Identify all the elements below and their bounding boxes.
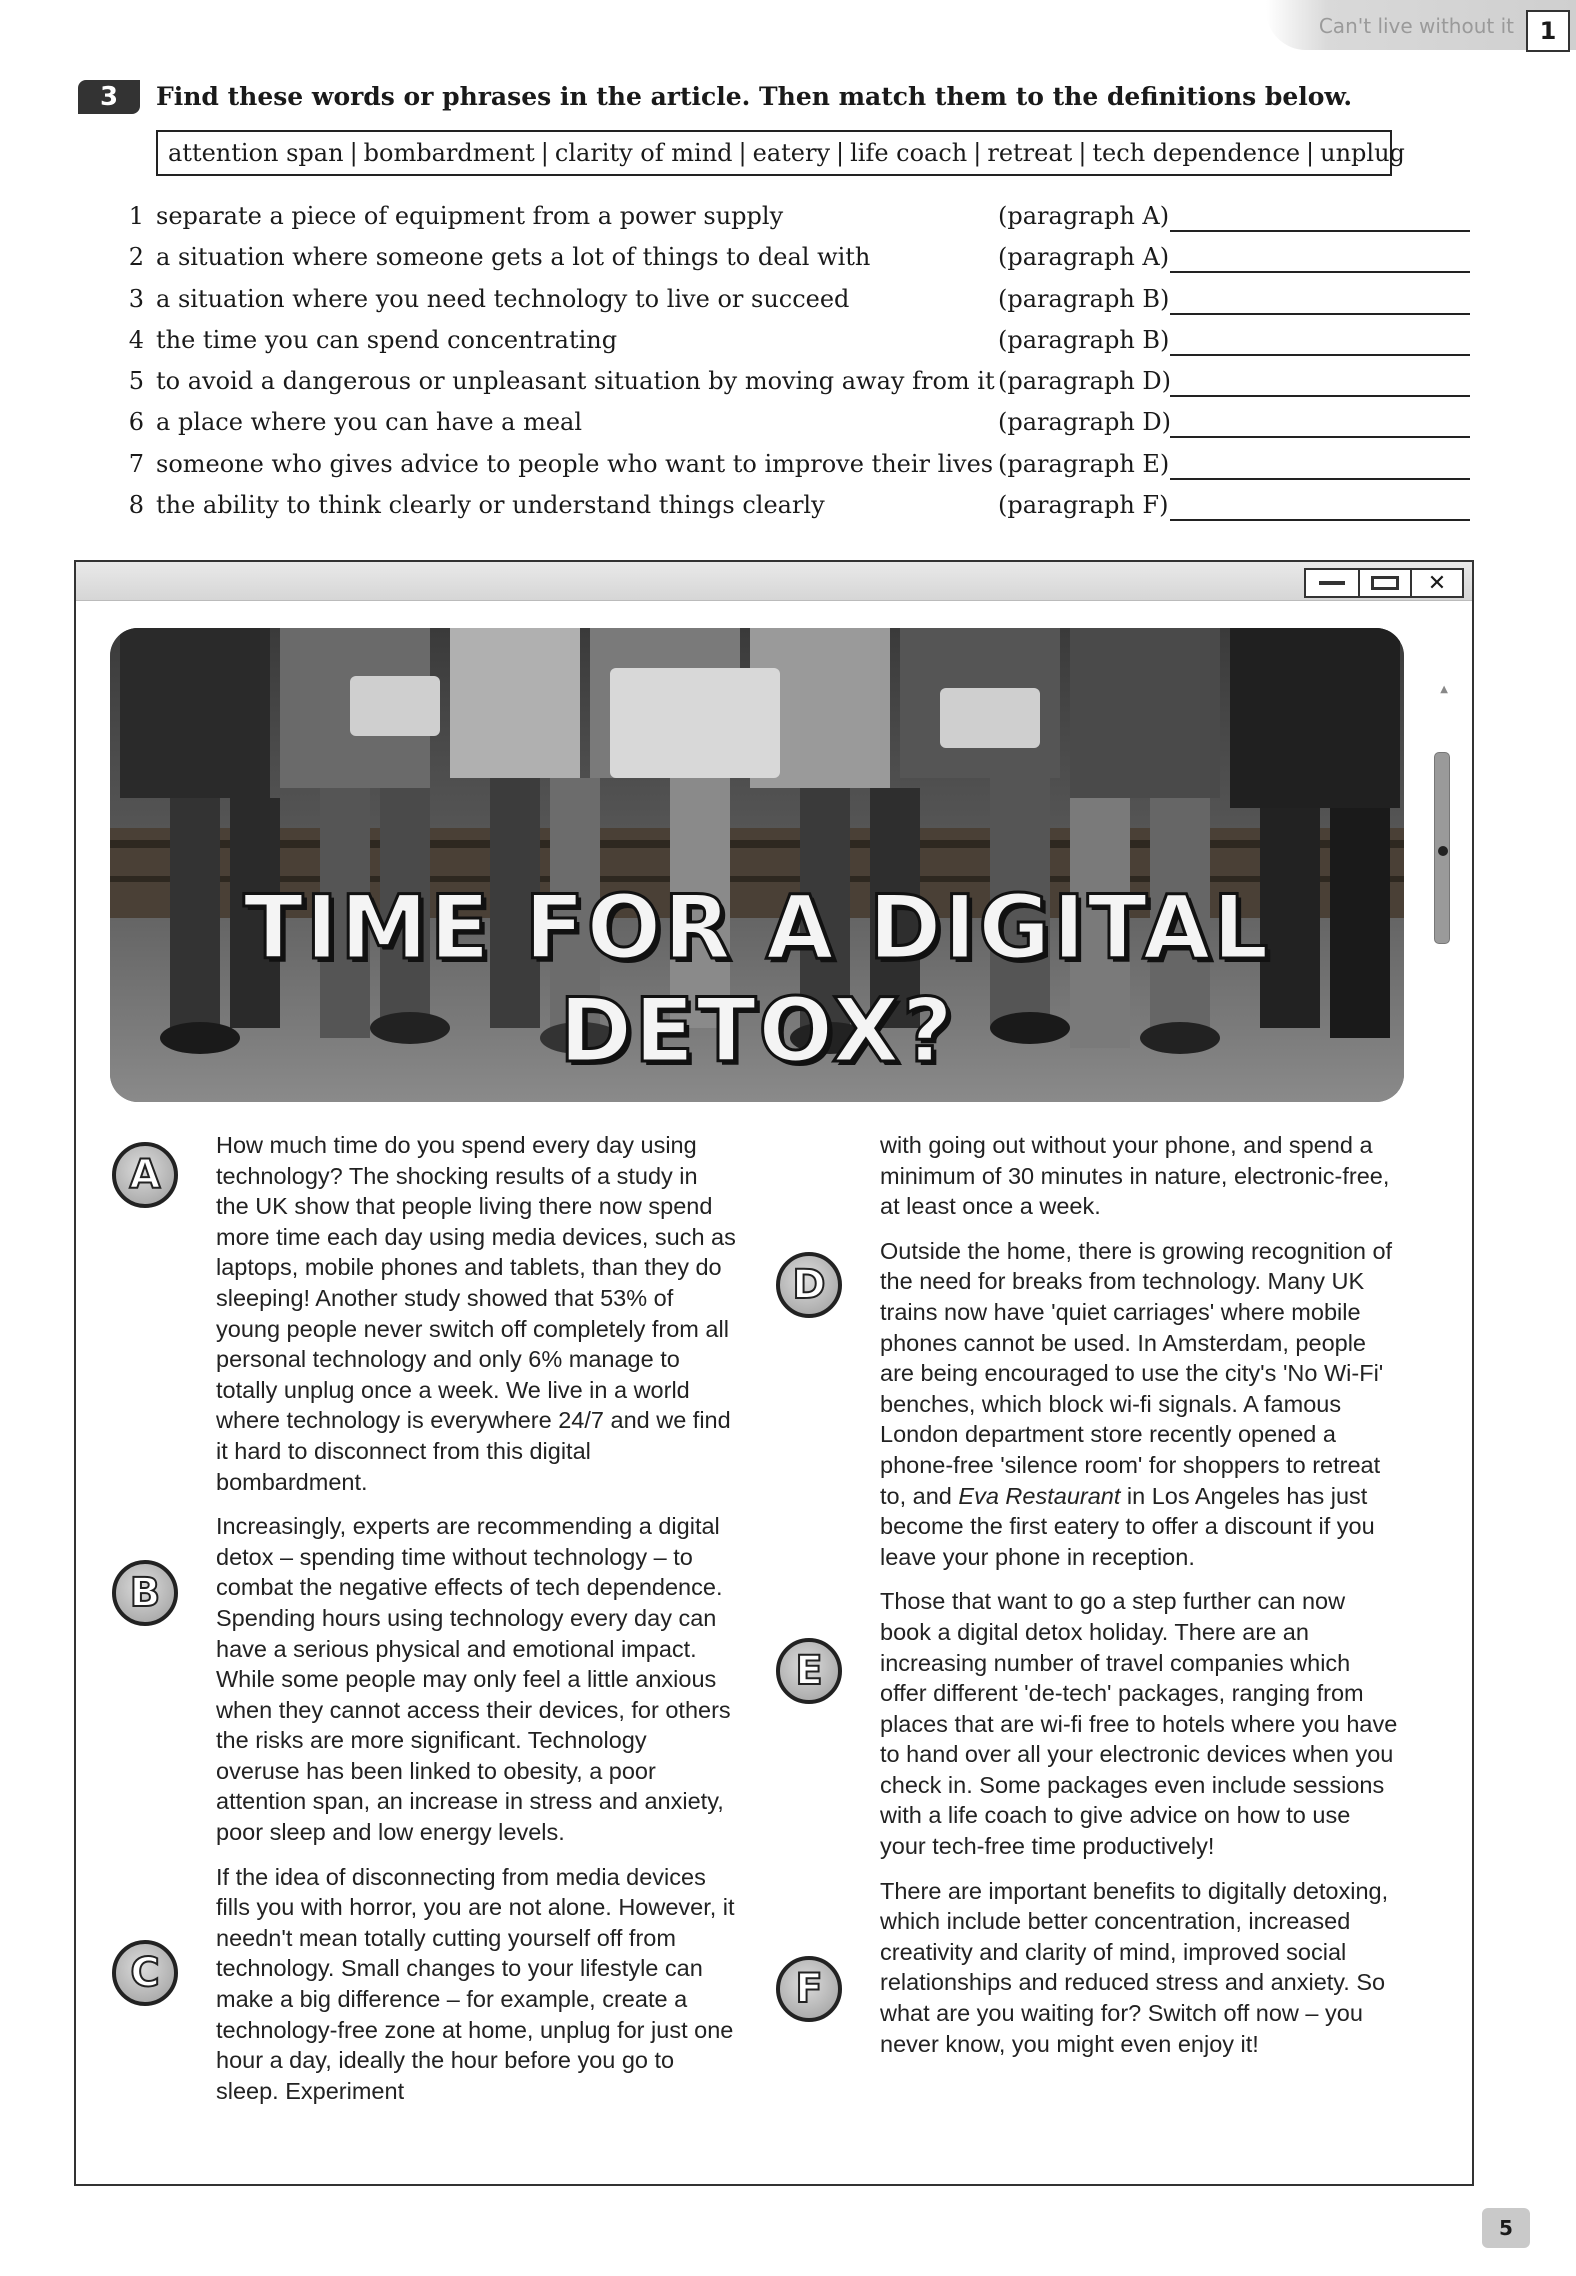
item-paragraph-ref: (paragraph A) xyxy=(998,202,1170,230)
paragraph-d-text-1: Outside the home, there is growing recognition of the need for breaks from technology. Many UK trains now have 'quiet carriages' where mobile phones cannot be used. In Amsterdam, people are being encouraged to use the city's 'No Wi-Fi' benches, which block wi-fi signals. A famous London department store recently opened a phone-free 'silence room' for shoppers to retreat to, and xyxy=(880,1237,1393,1509)
item-number: 6 xyxy=(128,408,144,437)
definition-item xyxy=(120,243,1500,284)
exercise-number-badge: 3 xyxy=(78,80,140,114)
close-icon: ✕ xyxy=(1427,570,1447,596)
window-title-bar xyxy=(76,562,1472,601)
minimize-icon xyxy=(1319,581,1345,585)
minimize-button[interactable] xyxy=(1306,570,1358,596)
restaurant-name: Eva Restaurant xyxy=(958,1482,1121,1509)
window-controls xyxy=(1304,568,1464,598)
answer-line[interactable] xyxy=(1170,230,1470,232)
item-paragraph-ref: (paragraph D) xyxy=(998,408,1172,437)
paragraph-a: How much time do you spend every day using technology? The shocking results of a study in the UK show that people living there now spend more time each day using media devices, such as laptops, mobile phones and tablets, than they do sleeping! Another study showed that 53% of young people never switch off completely from all personal technology and only 6% manage to totally unplug once a week. We live in a world where technology is everywhere 24/7 and we find it hard to disconnect from this digital bombardment. xyxy=(216,1132,736,1495)
definition-item xyxy=(120,326,1500,367)
answer-line[interactable] xyxy=(1170,395,1470,397)
item-paragraph-ref: (paragraph D) xyxy=(998,367,1172,396)
paragraph-c-continued: with going out without your phone, and spend a minimum of 30 minutes in nature, electronic-free, at least once a week. xyxy=(880,1132,1390,1220)
paragraph-badge-a: A xyxy=(112,1142,178,1208)
item-definition: someone who gives advice to people who want to improve their lives xyxy=(156,449,994,478)
article-column-right xyxy=(880,1130,1400,2073)
exercise-instruction: Find these words or phrases in the article. Then match them to the definitions below. xyxy=(156,82,1353,111)
unit-title: Can't live without it xyxy=(1318,14,1514,38)
scroll-up-icon[interactable]: ▲ xyxy=(1440,684,1448,695)
definition-item xyxy=(120,408,1500,449)
unit-number: 1 xyxy=(1526,10,1570,52)
answer-line[interactable] xyxy=(1170,519,1470,521)
article-column-left xyxy=(216,1130,736,2120)
word: unplug xyxy=(1320,139,1405,167)
paragraph-c: If the idea of disconnecting from media devices fills you with horror, you are not alone. However, it needn't mean totally cutting yourself off from technology. Small changes to your lifestyle can make a big difference – for example, create a technology-free zone at home, unplug for just one hour a day, ideally the hour before you go to sleep. Experiment xyxy=(216,1863,735,2104)
paragraph-badge-f: F xyxy=(776,1956,842,2022)
word: tech dependence xyxy=(1092,139,1301,167)
item-paragraph-ref: (paragraph E) xyxy=(998,449,1170,478)
item-paragraph-ref: (paragraph A) xyxy=(998,243,1170,272)
answer-line[interactable] xyxy=(1170,354,1470,356)
item-paragraph-ref: (paragraph B) xyxy=(998,325,1170,354)
answer-line[interactable] xyxy=(1170,436,1470,438)
paragraph-badge-c: C xyxy=(112,1940,178,2006)
word: bombardment xyxy=(363,139,535,167)
item-number: 8 xyxy=(128,491,144,520)
word: retreat xyxy=(987,139,1073,167)
paragraph-badge-b: B xyxy=(112,1560,178,1626)
word: attention span xyxy=(168,139,344,167)
item-number: 7 xyxy=(128,449,144,478)
definition-item xyxy=(120,450,1500,491)
word: life coach xyxy=(850,139,968,167)
definition-list xyxy=(120,202,1500,532)
paragraph-badge-d: D xyxy=(776,1252,842,1318)
item-definition: a situation where you need technology to live or succeed xyxy=(156,284,850,313)
word: clarity of mind xyxy=(554,139,733,167)
item-number: 5 xyxy=(128,367,144,396)
item-definition: the ability to think clearly or understand things clearly xyxy=(156,491,825,520)
page-number: 5 xyxy=(1482,2208,1530,2248)
item-number: 3 xyxy=(128,284,144,313)
answer-line[interactable] xyxy=(1170,271,1470,273)
definition-item xyxy=(120,285,1500,326)
paragraph-b: Increasingly, experts are recommending a digital detox – spending time without technology – to combat the negative effects of tech dependence. Spending hours using technology every day can have a serious physical and emotional impact. While some people may only feel a little anxious when they cannot access their devices, for others the risks are more significant. Technology overuse has been linked to obesity, a poor attention span, an increase in stress and anxiety, poor sleep and low energy levels. xyxy=(216,1513,731,1846)
paragraph-d xyxy=(880,1236,1400,1573)
answer-line[interactable] xyxy=(1170,313,1470,315)
close-button[interactable] xyxy=(1410,570,1462,596)
hero-image xyxy=(110,628,1404,1102)
paragraph-f: There are important benefits to digitally detoxing, which include better concentration, increased creativity and clarity of mind, improved social relationships and reduced stress and anxiety. So what are you waiting for? Switch off now – you never know, you might even enjoy it! xyxy=(880,1877,1389,2057)
maximize-button[interactable] xyxy=(1358,570,1410,596)
item-definition: a place where you can have a meal xyxy=(156,408,583,437)
paragraph-badge-e: E xyxy=(776,1638,842,1704)
item-paragraph-ref: (paragraph B) xyxy=(998,284,1170,313)
answer-line[interactable] xyxy=(1170,478,1470,480)
item-number: 2 xyxy=(128,243,144,272)
item-number: 4 xyxy=(128,325,144,354)
definition-item xyxy=(120,491,1500,532)
item-definition: separate a piece of equipment from a power supply xyxy=(156,202,784,230)
item-definition: a situation where someone gets a lot of things to deal with xyxy=(156,243,871,272)
item-definition: the time you can spend concentrating xyxy=(156,325,618,354)
maximize-icon xyxy=(1371,576,1399,590)
unit-tab xyxy=(1266,0,1576,50)
word: eatery xyxy=(752,139,830,167)
paragraph-e: Those that want to go a step further can now book a digital detox holiday. There are an increasing number of travel companies which offer different 'de-tech' packages, ranging from places that are wi-fi free to hotels where you have to hand over all your electronic devices when you check in. Some packages even include sessions with a life coach to give advice on how to use your tech-free time productively! xyxy=(880,1588,1398,1860)
article-title: TIME FOR A DIGITAL DETOX? xyxy=(243,876,1271,1082)
paragraph-d-text-2: in Los Angeles has just become the first eatery to offer a discount if you leave your phone in reception. xyxy=(880,1482,1375,1570)
word-box: attention span | bombardment | clarity of mind | eatery | life coach | retreat | tech dependence | unplug xyxy=(156,130,1392,176)
item-number: 1 xyxy=(128,202,144,230)
definition-item xyxy=(120,202,1500,243)
definition-item xyxy=(120,367,1500,408)
item-paragraph-ref: (paragraph F) xyxy=(998,491,1169,520)
item-definition: to avoid a dangerous or unpleasant situation by moving away from it xyxy=(156,367,995,396)
scroll-indicator-dot xyxy=(1438,846,1448,856)
